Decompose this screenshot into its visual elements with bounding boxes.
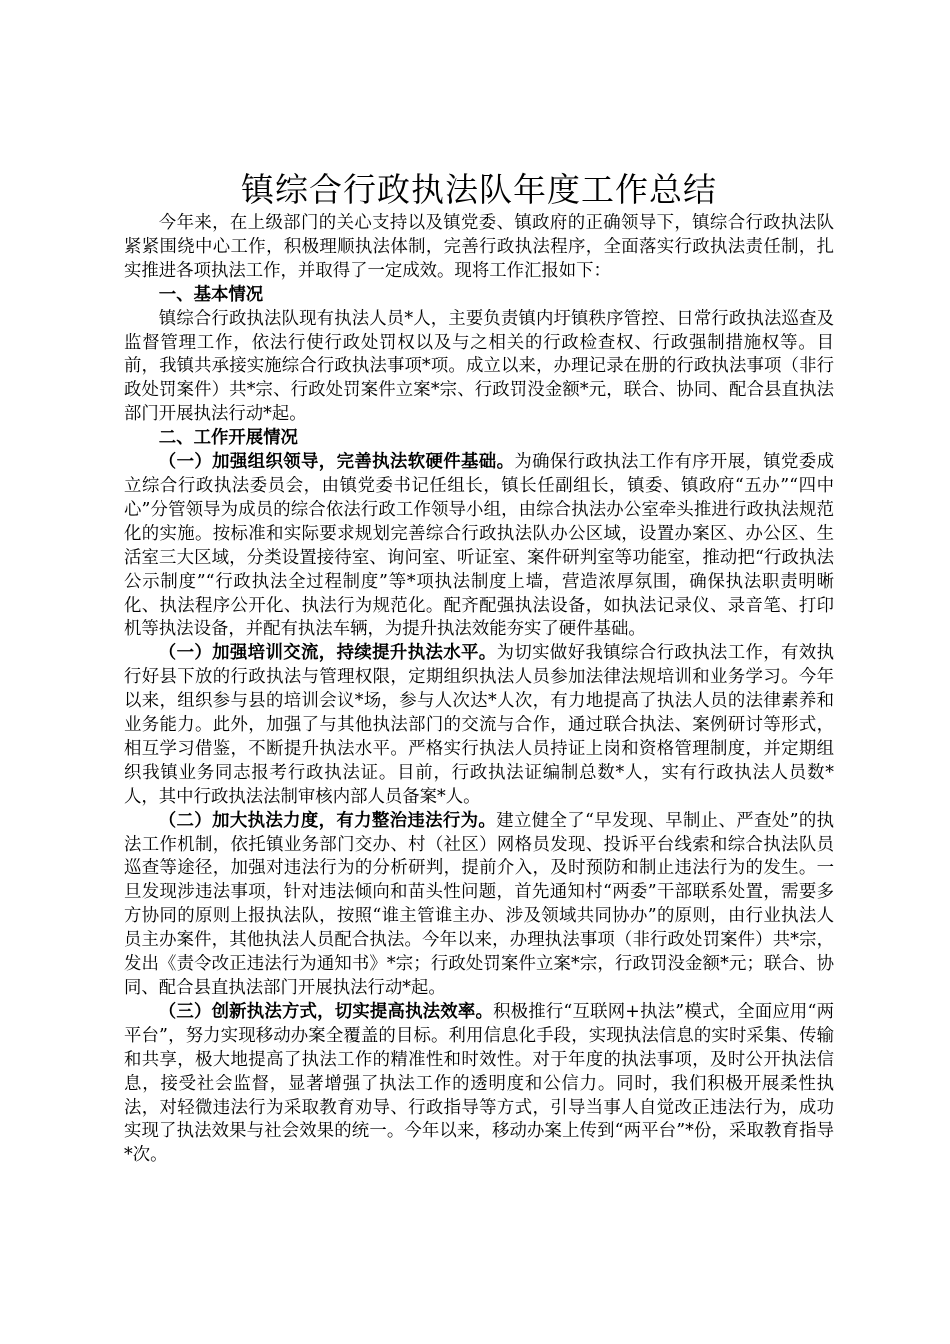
work-item-lead: （一）加强培训交流，持续提升执法水平。 [158, 643, 497, 664]
work-item-body: 建立健全了“早发现、早制止、严查处”的执法工作机制，依托镇业务部门交办、村（社区）网格员发现、投诉平台线索和综合执法队员巡查等途径，加强对违法行为的分析研判，提前介入，及时预防和制止违法行为的发生。一旦发现涉违法事项，针对违法倾向和苗头性问题，首先通知村“两委”干部联系处置，需要多方协同的原则上报执法队，按照“谁主管谁主办、涉及领域共同协办”的原则，由行业执法人员主办案件，其他执法人员配合执法。今年以来，办理执法事项（非行政处罚案件）共*宗，发出《责令改正违法行为通知书》*宗；行政处罚案件立案*宗，行政罚没金额*元；联合、协同、配合县直执法部门开展执法行动*起。 [124, 810, 834, 998]
work-item-paragraph [124, 810, 834, 1001]
work-item-paragraph [124, 451, 834, 642]
work-item-body: 为切实做好我镇综合行政执法工作，有效执行好县下放的行政执法与管理权限，定期组织执法人员参加法律法规培训和业务学习。今年以来，组织参与县的培训会议*场，参与人次达*人次，有力地提高了执法人员的法律素养和业务能力。此外，加强了与其他执法部门的交流与合作，通过联合执法、案例研讨等形式，相互学习借鉴，不断提升执法水平。严格实行执法人员持证上岗和资格管理制度，并定期组织我镇业务同志报考行政执法证。目前，行政执法证编制总数*人，实有行政执法人员数*人，其中行政执法法制审核内部人员备案*人。 [124, 643, 834, 807]
document-title: 镇综合行政执法队年度工作总结 [241, 170, 717, 209]
work-item-lead: （二）加大执法力度，有力整治违法行为。 [158, 810, 497, 831]
section-heading-work-progress: 二、工作开展情况 [158, 428, 298, 449]
section-heading-basic-situation: 一、基本情况 [158, 284, 264, 305]
intro-paragraph: 今年来，在上级部门的关心支持以及镇党委、镇政府的正确领导下，镇综合行政执法队紧紧围绕中心工作，积极理顺执法体制，完善行政执法程序，全面落实行政执法责任制，扎实推进各项执法工作，并取得了一定成效。现将工作汇报如下： [124, 213, 834, 281]
work-item-paragraph [124, 1001, 834, 1168]
work-item-paragraph [124, 642, 834, 809]
basic-situation-paragraph: 镇综合行政执法队现有执法人员*人，主要负责镇内圩镇秩序管控、日常行政执法巡查及监督管理工作，依法行使行政处罚权以及与之相关的行政检查权、行政强制措施权等。目前，我镇共承接实施综合行政执法事项*项。成立以来，办理记录在册的行政执法事项（非行政处罚案件）共*宗、行政处罚案件立案*宗、行政罚没金额*元，联合、协同、配合县直执法部门开展执法行动*起。 [124, 308, 834, 425]
work-item-lead: （一）加强组织领导，完善执法软硬件基础。 [158, 452, 515, 473]
work-item-body: 为确保行政执法工作有序开展，镇党委成立综合行政执法委员会，由镇党委书记任组长，镇长任副组长，镇委、镇政府“五办”“四中心”分管领导为成员的综合依法行政工作领导小组，由综合执法办公室牵头推进行政执法规范化的实施。按标准和实际要求规划完善综合行政执法队办公区域，设置办案区、办公区、生活室三大区域，分类设置接待室、询问室、听证室、案件研判室等功能室，推动把“行政执法公示制度”“行政执法全过程制度”等*项执法制度上墙，营造浓厚氛围，确保执法职责明晰化、执法程序公开化、执法行为规范化。配齐配强执法设备，如执法记录仪、录音笔、打印机等执法设备，并配有执法车辆，为提升执法效能夯实了硬件基础。 [124, 452, 834, 640]
document-page [124, 168, 834, 1168]
work-item-lead: （三）创新执法方式，切实提高执法效率。 [158, 1001, 494, 1022]
work-item-body: 积极推行“互联网+执法”模式，全面应用“两平台”，努力实现移动办案全覆盖的目标。利用信息化手段，实现执法信息的实时采集、传输和共享，极大地提高了执法工作的精准性和时效性。对于年度的执法事项，及时公开执法信息，接受社会监督，显著增强了执法工作的透明度和公信力。同时，我们积极开展柔性执法，对轻微违法行为采取教育劝导、行政指导等方式，引导当事人自觉改正违法行为，成功实现了执法效果与社会效果的统一。今年以来，移动办案上传到“两平台”*份，采取教育指导*次。 [124, 1001, 834, 1166]
